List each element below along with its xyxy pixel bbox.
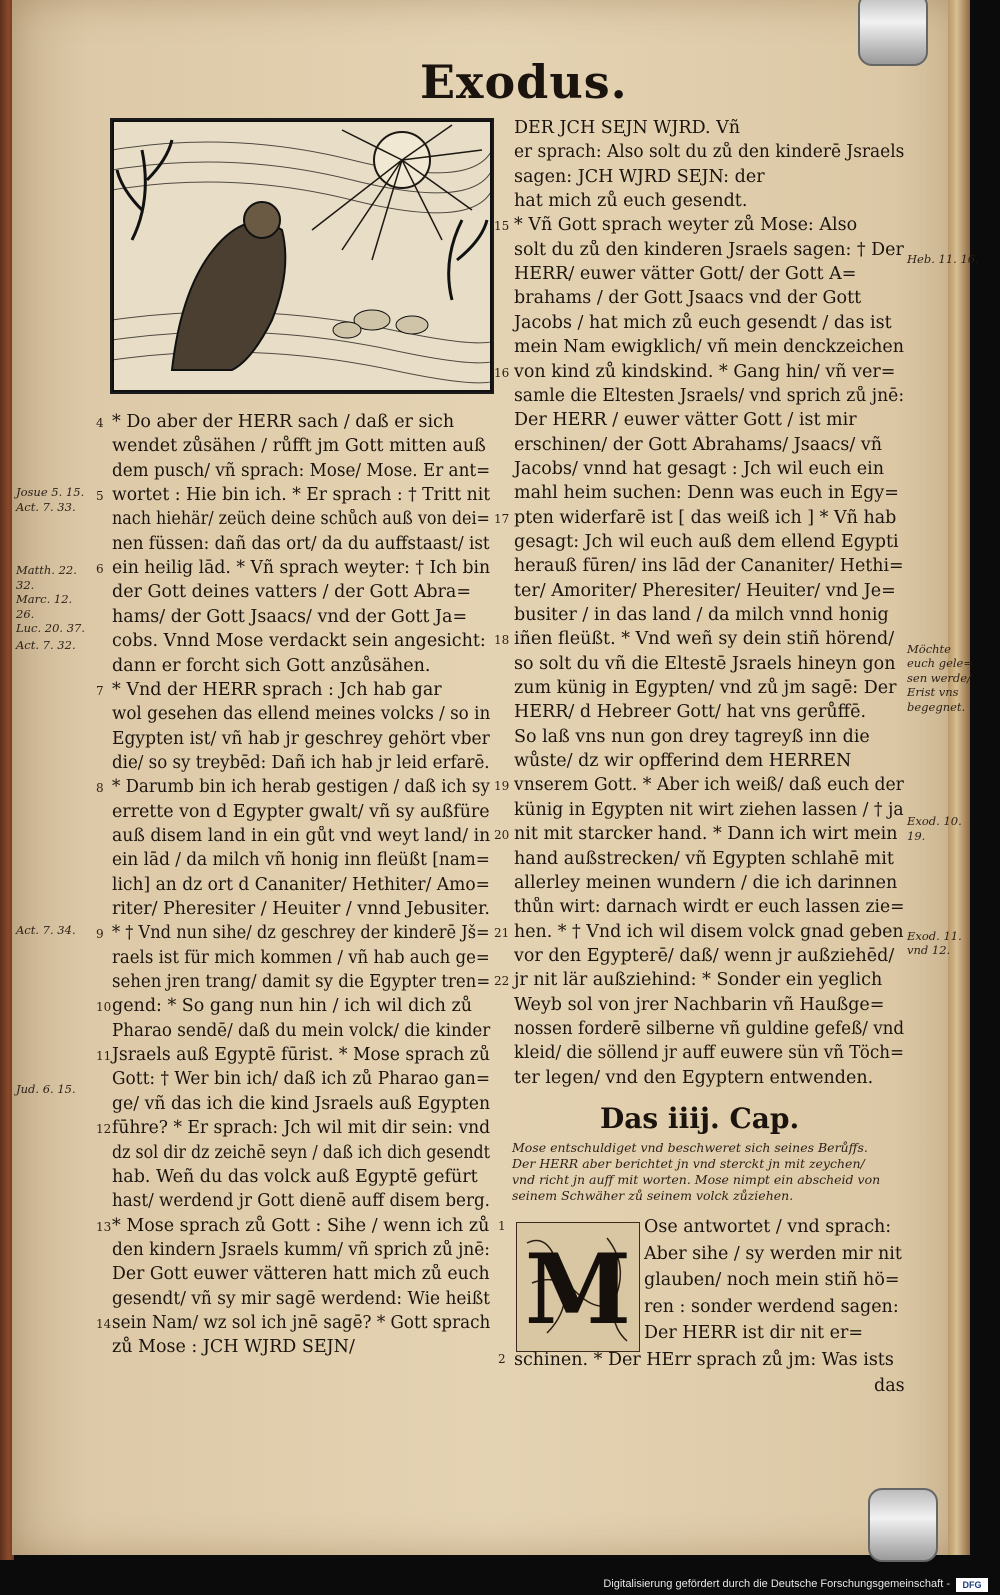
- text-line: hast/ werdend jr Gott dienē auff disem berg.: [112, 1191, 490, 1212]
- text-line: Der Gott euwer vätteren hatt mich zů euch: [112, 1264, 490, 1285]
- text-line: zum künig in Egypten/ vnd zů jm sagē: Der: [514, 678, 897, 699]
- verse-number: 14: [96, 1316, 112, 1331]
- verse-number: 16: [494, 365, 510, 380]
- text-line: dem pusch/ vñ sprach: Mose/ Mose. Er ant=: [112, 460, 491, 481]
- text-line: hams/ der Gott Jsaacs/ vnd der Gott Ja=: [112, 606, 468, 627]
- text-line: So laß vns nun gon drey tagreyß inn die: [514, 726, 870, 747]
- text-line: vor den Egypterē/ daß/ wenn jr außziehēd/: [514, 945, 895, 966]
- verse-number: 9: [96, 927, 104, 942]
- text-line: Jacobs/ vnnd hat gesagt : Jch wil euch ein: [514, 458, 885, 479]
- text-line: Jsraels auß Egyptē fūrist. * Mose sprach zů: [112, 1045, 490, 1066]
- verse-number: 19: [494, 779, 510, 794]
- page-clip-bottom: [868, 1488, 938, 1562]
- summary-line: seinem Schwäher zů seinem volck zůziehen.: [512, 1188, 794, 1203]
- margin-note: 32.: [16, 577, 35, 592]
- text-line: nach hiehär/ zeüch deine schůch auß von dei=: [112, 509, 490, 530]
- text-line: HERR/ d Hebreer Gott/ hat vns gerůffē.: [514, 702, 867, 723]
- text-line: fūhre? * Er sprach: Jch wil mit dir sein: vnd: [112, 1118, 491, 1139]
- verse-number: 11: [96, 1049, 112, 1064]
- margin-note: euch gele=: [907, 656, 974, 671]
- verse-number: 20: [494, 828, 510, 843]
- text-line: Egypten ist/ vñ hab jr geschrey gehört vber: [112, 728, 490, 749]
- text-line: den kindern Jsraels kumm/ vñ sprich zů jnē:: [112, 1239, 490, 1260]
- text-line: busiter / in das land / da milch vnnd honig: [514, 605, 889, 625]
- text-line: schinen. * Der HErr sprach zů jm: Was ists: [514, 1349, 894, 1370]
- text-line: dz sol dir dz zeichē seyn / daß ich dich gesendt: [112, 1142, 491, 1163]
- decorated-initial-letter: [516, 1222, 640, 1352]
- verse-number: 21: [494, 925, 510, 940]
- text-line: ter legen/ vnd den Egyptern entwenden.: [514, 1067, 874, 1088]
- verse-number: 6: [96, 562, 104, 577]
- margin-note: 19.: [907, 829, 926, 844]
- text-line: künig in Egypten nit wirt ziehen lassen / † ja: [514, 799, 904, 820]
- text-line: hand außstrecken/ vñ Egypten schlahē mit: [514, 848, 894, 869]
- margin-note: Jud. 6. 15.: [16, 1081, 76, 1096]
- text-line: pten widerfarē ist [ das weiß ich ] * Vñ hab: [514, 507, 897, 528]
- text-line: Jacobs / hat mich zů euch gesendt / das ist: [514, 312, 892, 333]
- text-line: DER JCH SEJN WJRD. Vñ: [514, 118, 741, 138]
- margin-note: sen werde/: [907, 670, 971, 685]
- text-line: glauben/ noch mein stiñ hö=: [644, 1270, 900, 1290]
- text-line: * Mose sprach zů Gott : Sihe / wenn ich zů: [112, 1215, 490, 1236]
- initial-letter: M: [524, 1233, 632, 1346]
- text-line: sein Nam/ wz sol ich jnē sagē? * Gott sprach: [112, 1312, 491, 1333]
- verse-number: 22: [494, 974, 510, 989]
- margin-note: Act. 7. 32.: [16, 638, 76, 653]
- text-line: brahams / der Gott Jsaacs vnd der Gott: [514, 288, 862, 309]
- verse-number: 4: [96, 416, 104, 430]
- text-line: gend: * So gang nun hin / ich wil dich zů: [112, 996, 472, 1017]
- text-line: ein lād / da milch vñ honig inn fleüßt [nam=: [112, 850, 490, 871]
- text-line: Aber sihe / sy werden mir nit: [644, 1243, 902, 1264]
- page-edge: [948, 0, 970, 1555]
- text-line: so solt du vñ die Eltestē Jsraels hineyn gon: [514, 653, 896, 674]
- text-line: * Do aber der HERR sach / daß er sich: [112, 412, 455, 432]
- text-line: Weyb sol von jrer Nachbarin vñ Haußge=: [514, 994, 885, 1015]
- text-line: riter/ Pheresiter / Heuiter / vnnd Jebusiter.: [112, 899, 490, 919]
- verse-number: 5: [96, 489, 104, 504]
- margin-note: Erist vns: [907, 685, 959, 700]
- text-line: das: [874, 1376, 905, 1396]
- verse-number: 7: [96, 683, 104, 698]
- dfg-logo: DFG: [956, 1578, 988, 1592]
- chapter-heading: Das iiij. Cap.: [600, 1102, 800, 1135]
- text-line: Gott: † Wer bin ich/ daß ich zů Pharao gan=: [112, 1069, 491, 1090]
- page-clip-top: [858, 0, 928, 66]
- text-line: erschinen/ der Gott Abrahams/ Jsaacs/ vñ: [514, 434, 882, 455]
- chapter-summary: [512, 1140, 907, 1204]
- margin-note: Marc. 12.: [16, 592, 73, 607]
- text-line: gesagt: Jch wil euch auß dem ellend Egypti: [514, 531, 899, 552]
- text-line: hen. * † Vnd ich wil disem volck gnad geben: [514, 921, 904, 942]
- text-line: wortet : Hie bin ich. * Er sprach : † Tritt nit: [112, 485, 491, 506]
- text-line: * Vnd der HERR sprach : Jch hab gar: [112, 679, 442, 700]
- text-line: nit mit starcker hand. * Dann ich wirt mein: [514, 824, 898, 845]
- text-line: * Darumb bin ich herab gestigen / daß ich sy: [112, 777, 490, 798]
- margin-note: Matth. 22.: [16, 562, 77, 577]
- text-line: lich] an dz ort d Cananiter/ Hethiter/ Amo=: [112, 874, 490, 895]
- text-line: vnserem Gott. * Aber ich weiß/ daß euch der: [514, 775, 904, 796]
- text-line: die/ so sy treybēd: Dañ ich hab jr leid erfarē.: [112, 752, 490, 773]
- text-line: wendet zůsähen / růfft jm Gott mitten auß: [112, 436, 486, 457]
- summary-line: Mose entschuldiget vnd beschweret sich seines Berůffs.: [512, 1140, 868, 1155]
- margin-note: Josue 5. 15.: [16, 485, 85, 500]
- summary-line: vnd richt jn auff mit worten. Mose nimpt ein abscheid von: [512, 1172, 881, 1187]
- verse-number: 13: [96, 1219, 112, 1234]
- summary-line: Der HERR aber berichtet jn vnd sterckt jn mit zeychen/: [512, 1156, 865, 1171]
- text-line: errette von d Egypter gwalt/ vñ sy außfüre: [112, 801, 490, 822]
- text-line: raels ist für mich kommen / vñ hab auch ge=: [112, 947, 490, 968]
- margin-note: vnd 12.: [907, 943, 951, 958]
- text-line: hat mich zů euch gesendt.: [514, 191, 748, 212]
- text-line: mein Nam ewigklich/ vñ mein denckzeichen: [514, 337, 904, 358]
- verse-number: 17: [494, 511, 510, 526]
- verse-number: 12: [96, 1122, 112, 1137]
- text-line: sagen: JCH WJRD SEJN: der: [514, 166, 765, 187]
- text-line: nen füssen: dañ das ort/ da du auffstaast/ ist: [112, 533, 490, 554]
- text-line: Der HERR / euwer vätter Gott / ist mir: [514, 410, 857, 431]
- verse-number: 2: [498, 1351, 506, 1366]
- text-line: thůn wirt: darnach wirdt er euch lassen zie=: [514, 897, 905, 918]
- footer-credit: Digitalisierung gefördert durch die Deutsche Forschungsgemeinschaft -: [603, 1578, 950, 1590]
- margin-note: begegnet.: [907, 699, 966, 714]
- text-line: cobs. Vnnd Mose verdackt sein angesicht:: [112, 631, 486, 652]
- text-line: nossen forderē silberne vñ guldine gefeß/ vnd: [514, 1018, 905, 1039]
- text-line: Ose antwortet / vnd sprach:: [644, 1217, 892, 1237]
- margin-note: Act. 7. 34.: [16, 923, 76, 938]
- margin-note: 26.: [16, 606, 35, 621]
- text-line: dann er forcht sich Gott anzůsähen.: [112, 655, 431, 676]
- text-line: der Gott deines vatters / der Gott Abra=: [112, 582, 471, 603]
- text-line: wol gesehen das ellend meines volcks / so in: [112, 704, 491, 725]
- running-title: Exodus.: [420, 55, 628, 109]
- verse-number: 15: [494, 219, 510, 234]
- text-line: herauß fūren/ ins lād der Cananiter/ Hethi=: [514, 556, 904, 577]
- verse-number: 18: [494, 633, 510, 648]
- text-line: Pharao sendē/ daß du mein volck/ die kinder: [112, 1020, 491, 1041]
- text-line: Der HERR ist dir nit er=: [644, 1323, 864, 1343]
- text-line: samle die Eltesten Jsraels/ vnd sprich zů jnē:: [514, 385, 905, 406]
- text-line: er sprach: Also solt du zů den kinderē Jsraels: [514, 142, 905, 163]
- text-line: ge/ vñ das ich die kind Jsraels auß Egypten: [112, 1093, 491, 1114]
- text-line: zů Mose : JCH WJRD SEJN/: [112, 1337, 355, 1358]
- margin-note: Exod. 10.: [907, 814, 962, 829]
- margin-note: Möchte: [907, 641, 951, 656]
- text-line: * Vñ Gott sprach weyter zů Mose: Also: [514, 215, 858, 236]
- margin-note: Heb. 11. 16.: [907, 251, 979, 266]
- text-line: sehen jren trang/ damit sy die Egypter tren=: [112, 972, 491, 993]
- verse-number: 10: [96, 1000, 112, 1015]
- text-line: ren : sonder werdend sagen:: [644, 1296, 899, 1317]
- woodcut-illustration: [110, 118, 494, 394]
- verse-number: 1: [498, 1219, 506, 1233]
- margin-note: Exod. 11.: [907, 928, 962, 943]
- text-line: wůste/ dz wir opfferind dem HERREN: [514, 751, 852, 772]
- verse-number: 8: [96, 781, 104, 796]
- text-line: solt du zů den kinderen Jsraels sagen: † Der: [514, 239, 904, 260]
- text-line: kleid/ die söllend jr auff euwere sün vñ Töch=: [514, 1043, 905, 1064]
- margin-note: Act. 7. 33.: [16, 499, 76, 514]
- text-line: auß disem land in ein gůt vnd weyt land/ in: [112, 825, 491, 846]
- text-line: hab. Weñ du das volck auß Egyptē gefürt: [112, 1166, 478, 1187]
- text-line: gesendt/ vñ sy mir sagē werdend: Wie heißt: [112, 1288, 490, 1309]
- text-line: iñen fleüßt. * Vnd weñ sy dein stiñ hörend/: [514, 629, 895, 650]
- text-line: mahl heim suchen: Denn was euch in Egy=: [514, 483, 899, 504]
- text-line: allerley meinen wundern / die ich darinnen: [514, 872, 898, 893]
- text-line: von kind zů kindskind. * Gang hin/ vñ ver=: [514, 361, 896, 382]
- text-line: ter/ Amoriter/ Pheresiter/ Heuiter/ vnd Je=: [514, 580, 896, 601]
- text-line: jr nit lär außziehind: * Sonder ein yeglich: [514, 970, 883, 991]
- text-line: HERR/ euwer vätter Gott/ der Gott A=: [514, 264, 857, 285]
- text-line: * † Vnd nun sihe/ dz geschrey der kinderē Jš=: [112, 923, 490, 944]
- text-line: ein heilig lād. * Vñ sprach weyter: † Ich bin: [112, 558, 491, 579]
- margin-note: Luc. 20. 37.: [16, 621, 86, 636]
